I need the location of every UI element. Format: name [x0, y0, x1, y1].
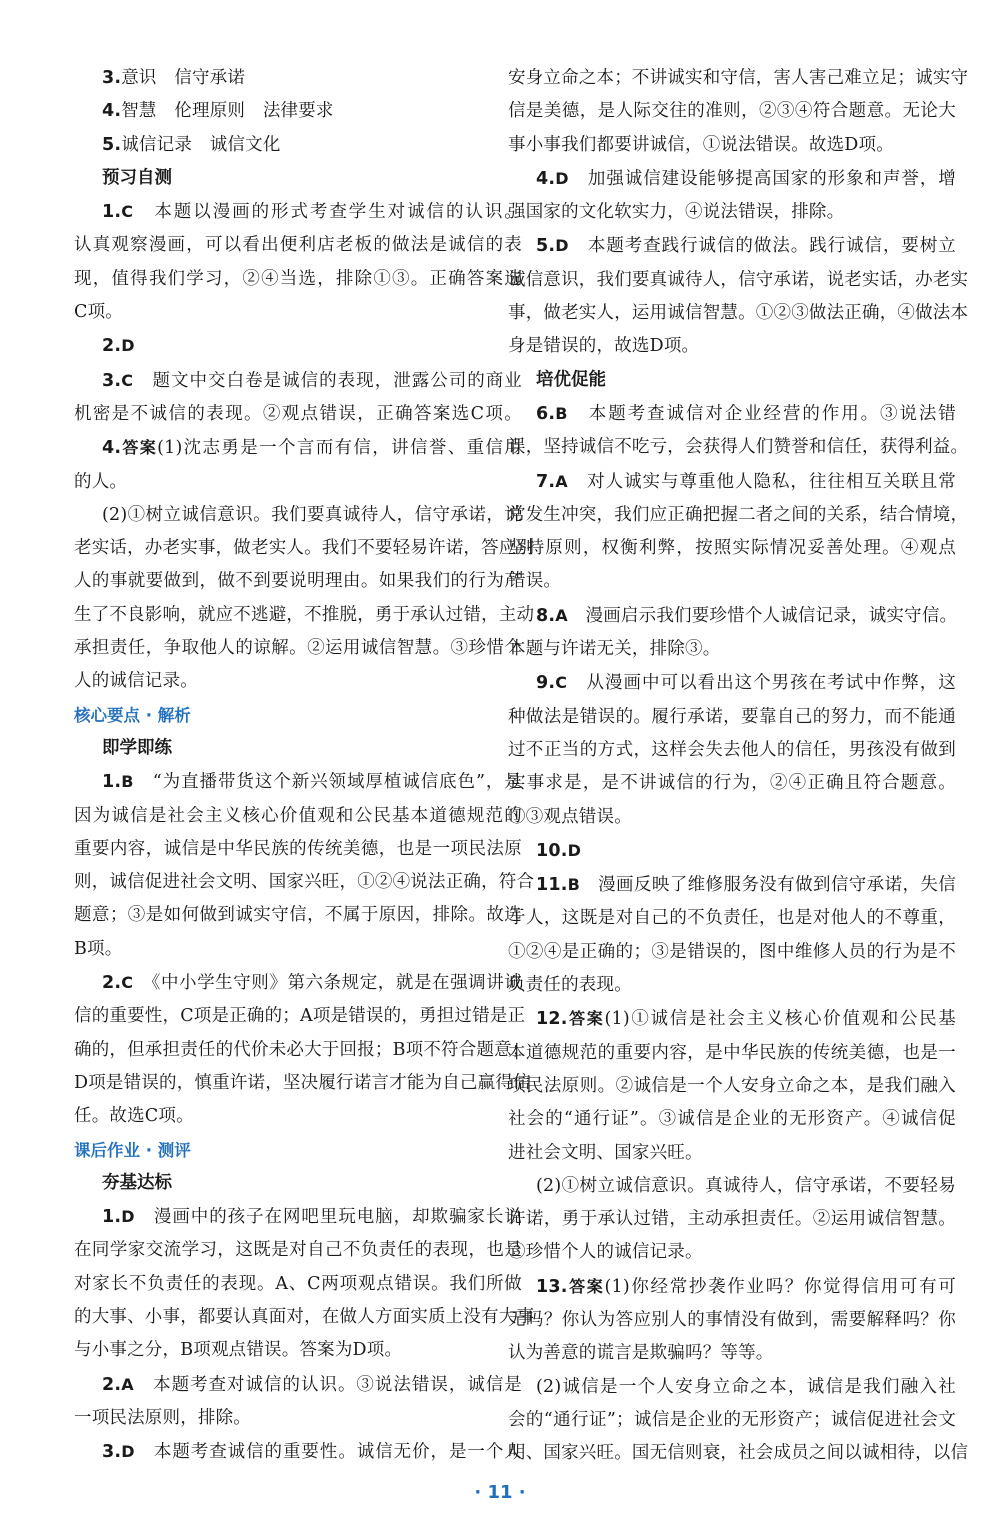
answer-item-start: [508, 1170, 956, 1203]
item-number: 12.: [536, 1009, 568, 1030]
answer-choice: 答案: [121, 438, 158, 458]
answer-text-line: [508, 1070, 956, 1103]
answer-text: 漫画反映了维修服务没有做到信守承诺，失信: [580, 875, 956, 896]
answer-text: 错误。: [508, 571, 562, 592]
answer-text-line: [508, 532, 956, 565]
answer-choice: D: [555, 168, 569, 188]
answer-text-line: [508, 1404, 956, 1437]
answer-item-start: [74, 329, 522, 363]
answer-text: 因为诚信是社会主义核心价值观和公民基本道德规范的: [74, 805, 522, 826]
answer-item-start: [508, 229, 956, 263]
answer-choice: D: [121, 1207, 135, 1227]
answer-text-line: [508, 1337, 956, 1370]
answer-text-line: [508, 801, 956, 834]
answer-text: 现，值得我们学习，②④当选，排除①③。正确答案选: [74, 268, 522, 289]
answer-text-line: [508, 1203, 956, 1236]
section-heading: 核心要点 · 解析: [74, 705, 191, 725]
answer-item-start: [74, 1200, 522, 1234]
answer-text: 的人。: [74, 471, 128, 492]
answer-text: 于人，这既是对自己的不负责任，也是对他人的不尊重，: [508, 908, 956, 929]
answer-text: 任。故选C项。: [74, 1106, 194, 1127]
answer-text-line: [74, 296, 522, 329]
answer-text-line: [74, 532, 535, 565]
answer-text: 漫画启示我们要珍惜个人诚信记录，诚实守信。: [567, 605, 958, 626]
answer-item-start: [74, 62, 522, 95]
answer-text-line: [74, 398, 522, 431]
answer-text-line: [508, 1137, 956, 1170]
answer-item-start: [508, 1270, 956, 1304]
item-number: 5.: [102, 134, 122, 155]
item-number: 10.: [536, 840, 568, 861]
answer-text: ①③观点错误。: [508, 806, 632, 827]
answer-text: 题文中交白卷是诚信的表现，泄露公司的商业: [133, 370, 522, 391]
answer-text: 一项民法原则，排除。: [74, 1407, 251, 1428]
answer-text-line: [74, 1100, 522, 1133]
page-number: · 11 ·: [474, 1482, 526, 1503]
answer-text: 认真观察漫画，可以看出便利店老板的做法是诚信的表: [74, 235, 522, 256]
answer-text-line: [74, 1301, 535, 1334]
answer-text: 老实话，办老实事，做老实人。我们不要轻易许诺，答应别: [74, 538, 535, 559]
answer-item-start: [74, 195, 522, 229]
answer-text-line: [74, 1268, 522, 1301]
answer-text-line: [74, 899, 522, 932]
answer-text: 意识 信守承诺: [121, 68, 246, 88]
item-number: 4.: [102, 101, 122, 122]
answer-item-start: [74, 431, 522, 465]
item-number: 2.: [102, 336, 122, 357]
answer-item-start: [508, 599, 956, 633]
answer-text-line: [508, 196, 956, 229]
item-number: 2.: [102, 1374, 122, 1395]
answer-text: D项是错误的，慎重许诺，坚决履行诺言才能为自己赢得信: [74, 1072, 531, 1093]
item-number: 3.: [102, 1442, 122, 1463]
answer-text: 题意；③是如何做到诚实守信，不属于原因，排除。故选: [74, 905, 522, 926]
subsection-heading: 夯基达标: [102, 1172, 172, 1193]
answer-text: (2)诚信是一个人安身立命之本，诚信是我们融入社: [536, 1376, 956, 1397]
answer-text: B项。: [74, 938, 123, 959]
item-number: 13.: [536, 1276, 568, 1297]
answer-item-start: [74, 765, 522, 799]
answer-text-line: [508, 297, 969, 330]
answer-item-start: [508, 1002, 956, 1036]
answer-text-line: [508, 264, 969, 297]
answer-text: ①②④是正确的；③是错误的，图中维修人员的行为是不: [508, 941, 956, 962]
item-number: 3.: [102, 370, 122, 391]
item-number: 1.: [102, 772, 122, 793]
answer-text: 身是错误的，故选D项。: [508, 336, 700, 357]
answer-item-start: [508, 397, 956, 431]
answer-choice: C: [121, 973, 134, 993]
answer-text: C项。: [74, 302, 123, 323]
answer-text-line: [508, 734, 956, 767]
answer-text: 本题考查诚信对企业经营的作用。③说法错: [567, 403, 956, 424]
item-number: 9.: [536, 673, 556, 694]
answer-text: 则，诚信促进社会文明、国家兴旺，①②④说法正确，符合: [74, 872, 535, 893]
answer-text-line: [74, 1067, 531, 1100]
answer-text-line: [74, 632, 522, 665]
answer-text: 社会的“通行证”。③诚信是企业的无形资产。④诚信促: [508, 1109, 956, 1130]
answer-choice: B: [567, 875, 581, 895]
answer-text: 《中小学生守则》第六条规定，就是在强调讲诚: [133, 973, 522, 994]
answer-text-line: [508, 1103, 956, 1136]
answer-choice: A: [121, 1374, 134, 1394]
item-number: 11.: [536, 875, 568, 896]
answer-text: 对家长不负责任的表现。A、C两项观点错误。我们所做: [74, 1273, 522, 1294]
answer-text: (1)你经常抄袭作业吗？你觉得信用可有可: [604, 1276, 956, 1297]
answer-text: 从漫画中可以看出这个男孩在考试中作弊，这: [567, 673, 956, 694]
answer-text-line: [508, 431, 969, 464]
answer-text-line: [74, 565, 522, 598]
answer-item-start: [508, 834, 956, 868]
answer-text: 与小事之分，B项观点错误。答案为D项。: [74, 1340, 403, 1361]
section-heading: 课后作业 · 测评: [74, 1140, 191, 1160]
answer-text: 诚信意识，我们要真诚待人，信守承诺，说老实话，办老实: [508, 269, 969, 290]
item-number: 1.: [102, 1207, 122, 1228]
answer-text: 本题考查践行诚信的做法。践行诚信，要树立: [568, 236, 956, 257]
answer-item-start: [74, 129, 522, 162]
subsection-heading: 培优促能: [536, 369, 606, 390]
answer-text: 在同学家交流学习，这既是对自己不负责任的表现，也是: [74, 1240, 522, 1261]
answer-text: 重要内容，诚信是中华民族的传统美德，也是一项民法原: [74, 838, 522, 859]
answer-item-start: [508, 162, 956, 196]
answer-choice: C: [555, 673, 568, 693]
answer-text-line: [74, 1334, 522, 1367]
answer-text: 加强诚信建设能够提高国家的形象和声誉，增: [568, 168, 956, 189]
answer-text: 机密是不诚信的表现。②观点错误，正确答案选C项。: [74, 403, 522, 424]
answer-text-line: [508, 902, 956, 935]
answer-text: 信是美德，是人际交往的准则，②③④符合题意。无论大: [508, 101, 956, 122]
answer-text: 信的重要性，C项是正确的；A项是错误的，勇担过错是正: [74, 1006, 526, 1027]
answer-text-line: [508, 499, 969, 532]
answer-text: 本道德规范的重要内容，是中华民族的传统美德，也是一: [508, 1042, 956, 1063]
answer-text-line: [74, 1234, 522, 1267]
answer-item-start: [74, 966, 522, 1000]
answer-text-line: [508, 1236, 956, 1269]
answer-text-line: [508, 1437, 969, 1470]
answer-text-line: [508, 936, 956, 969]
answer-choice: D: [121, 336, 135, 356]
answer-text-line: [508, 633, 956, 666]
answer-text: 生了不良影响，就应不逃避，不推脱，勇于承认过错，主动: [74, 604, 535, 625]
item-number: 6.: [536, 403, 556, 424]
answer-choice: A: [555, 471, 568, 491]
answer-text: “为直播带货这个新兴领域厚植诚信底色”，是: [133, 772, 522, 793]
answer-text-line: [74, 1000, 526, 1033]
answer-item-start: [74, 95, 522, 128]
answer-text: 过不正当的方式，这样会失去他人的信任，男孩没有做到: [508, 739, 956, 760]
item-number: 7.: [536, 471, 556, 492]
subsection-heading: 预习自测: [102, 167, 172, 188]
answer-text: 常发生冲突，我们应正确把握二者之间的关系，结合情境，: [508, 504, 969, 525]
answer-text-line: [74, 1402, 522, 1435]
answer-text: 事，做老实人，运用诚信智慧。①②③做法正确，④做法本: [508, 303, 969, 324]
answer-text: (2)①树立诚信意识。真诚待人，信守承诺，不要轻易: [536, 1175, 956, 1196]
answer-text-line: [74, 229, 522, 262]
answer-text-line: [508, 62, 969, 95]
answer-choice: C: [121, 202, 134, 222]
answer-text: 明、国家兴旺。国无信则衰，社会成员之间以诚相待，以信: [508, 1443, 969, 1464]
answer-item-start: [74, 1435, 522, 1469]
answer-text: 会的“通行证”；诚信是企业的无形资产；诚信促进社会文: [508, 1409, 956, 1430]
answer-text-line: [74, 466, 522, 499]
answer-text: ③珍惜个人的诚信记录。: [508, 1242, 703, 1263]
answer-text-line: [508, 1037, 956, 1070]
item-number: 5.: [536, 236, 556, 257]
answer-text: 种做法是错误的。履行承诺，要靠自己的努力，而不能通: [508, 706, 956, 727]
answer-text: 本题与许诺无关，排除③。: [508, 639, 721, 660]
answer-choice: C: [121, 370, 134, 390]
answer-text: 人的事就要做到，做不到要说明理由。如果我们的行为产: [74, 571, 522, 592]
answer-text: 诚信记录 诚信文化: [121, 134, 281, 155]
answer-text: 承担责任，争取他人的谅解。②运用诚信智慧。③珍惜个: [74, 638, 522, 659]
answer-choice: B: [555, 403, 568, 423]
item-number: 4.: [536, 168, 556, 189]
right-column: [508, 62, 969, 1470]
answer-text: (2)①树立诚信意识。我们要真诚待人，信守承诺，说: [102, 504, 522, 525]
item-number: 4.: [102, 438, 122, 459]
answer-text: 本题考查诚信的重要性。诚信无价，是一个人: [134, 1442, 522, 1463]
answer-text: 认为善意的谎言是欺骗吗？等等。: [508, 1343, 774, 1364]
answer-choice: B: [121, 772, 134, 792]
answer-text-line: [74, 1034, 530, 1067]
answer-text-line: [74, 665, 522, 698]
item-number: 8.: [536, 605, 556, 626]
answer-item-start: [74, 1368, 522, 1402]
answer-text: 确的，但承担责任的代价未必大于回报；B项不符合题意；: [74, 1039, 530, 1060]
answer-choice: D: [555, 236, 569, 256]
answer-text: 的大事、小事，都要认真面对，在做人方面实质上没有大事: [74, 1306, 535, 1327]
answer-text-line: [508, 129, 956, 162]
answer-text: 坚持原则，权衡利弊，按照实际情况妥善处理。④观点: [508, 538, 956, 559]
answer-item-start: [74, 499, 522, 532]
answer-text: 负责任的表现。: [508, 975, 632, 996]
answer-text: 项民法原则。②诚信是一个人安身立命之本，是我们融入: [508, 1075, 956, 1096]
answer-choice: 答案: [567, 1276, 605, 1296]
answer-text: 漫画中的孩子在网吧里玩电脑，却欺骗家长说: [134, 1207, 522, 1228]
answer-text: 进社会文明、国家兴旺。: [508, 1142, 703, 1163]
answer-text: 误，坚持诚信不吃亏，会获得人们赞誉和信任，获得利益。: [508, 437, 969, 458]
answer-text-line: [508, 330, 956, 363]
answer-text: 本题考查对诚信的认识。③说法错误，诚信是: [133, 1374, 522, 1395]
item-number: 2.: [102, 973, 122, 994]
answer-text: 智慧 伦理原则 法律要求: [121, 101, 334, 122]
answer-text-line: [74, 800, 522, 833]
answer-text-line: [74, 866, 535, 899]
answer-item-start: [508, 666, 956, 700]
answer-text-line: [74, 933, 522, 966]
answer-choice: A: [555, 605, 568, 625]
answer-text-line: [74, 833, 522, 866]
answer-text-line: [508, 1304, 956, 1337]
item-number: 3.: [102, 68, 122, 88]
item-number: 1.: [102, 202, 122, 223]
answer-item-start: [74, 364, 522, 398]
answer-text: (1)①诚信是社会主义核心价值观和公民基: [604, 1009, 956, 1030]
left-column: [74, 62, 535, 1469]
answer-item-start: [508, 868, 956, 902]
answer-text: 许诺，勇于承认过错，主动承担责任。②运用诚信智慧。: [508, 1209, 956, 1230]
answer-text-line: [508, 701, 956, 734]
answer-text-line: [74, 599, 535, 632]
subsection-heading: 即学即练: [102, 737, 172, 758]
answer-text: 强国家的文化软实力，④说法错误，排除。: [508, 202, 845, 223]
answer-text: 对人诚实与尊重他人隐私，往往相互关联且常: [567, 471, 956, 492]
answer-text: 本题以漫画的形式考查学生对诚信的认识。: [133, 202, 522, 223]
answer-text-line: [74, 263, 522, 296]
answer-text-line: [508, 95, 956, 128]
answer-text: 安身立命之本；不讲诚实和守信，害人害己难立足；诚实守: [508, 68, 969, 88]
answer-choice: D: [567, 840, 582, 860]
answer-text: (1)沈志勇是一个言而有信，讲信誉、重信用: [157, 438, 522, 459]
answer-text: 事小事我们都要讲诚信，①说法错误。故选D项。: [508, 134, 894, 155]
answer-choice: D: [121, 1442, 135, 1462]
answer-text-line: [508, 767, 956, 800]
answer-text: 实事求是，是不讲诚信的行为，②④正确且符合题意。: [508, 773, 956, 794]
answer-text: 人的诚信记录。: [74, 671, 198, 692]
answer-item-start: [508, 465, 956, 499]
answer-text-line: [508, 565, 956, 598]
answer-text-line: [508, 969, 956, 1002]
answer-item-start: [508, 1371, 956, 1404]
answer-choice: 答案: [567, 1009, 605, 1029]
answer-text: 无吗？你认为答应别人的事情没有做到，需要解释吗？你: [508, 1309, 956, 1330]
